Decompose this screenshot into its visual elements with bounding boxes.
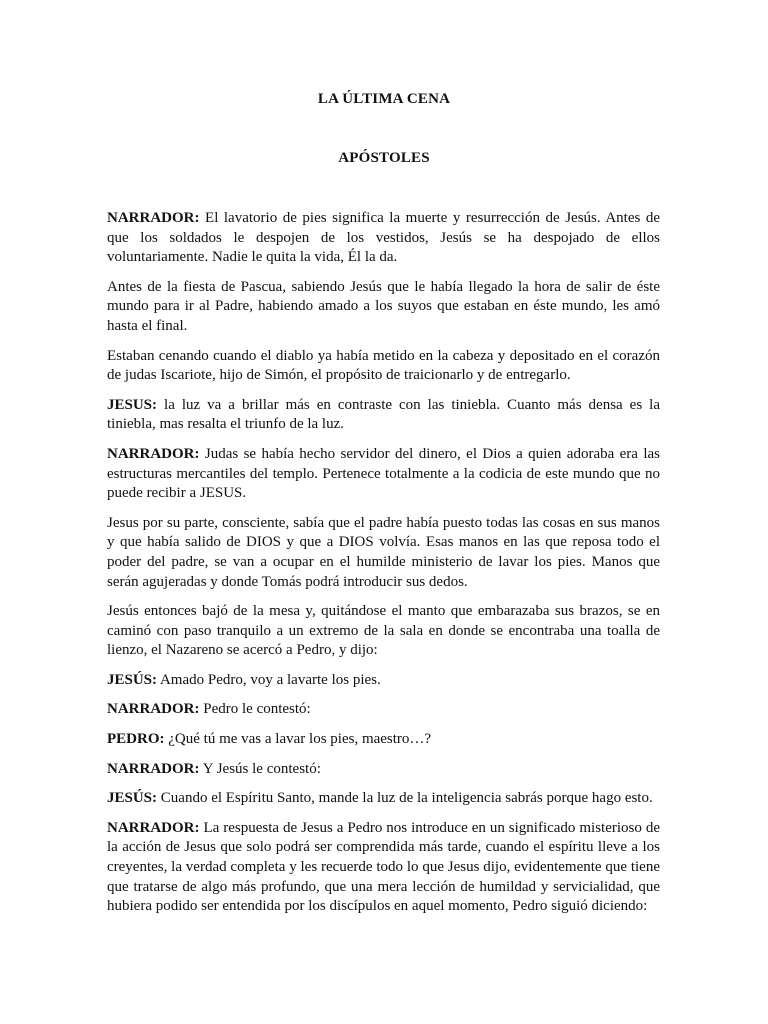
paragraph xyxy=(107,347,660,386)
paragraph-text: Pedro le contestó: xyxy=(199,701,311,718)
speaker-label: NARRADOR: xyxy=(107,760,200,777)
paragraph xyxy=(107,602,660,661)
speaker-label: PEDRO: xyxy=(107,731,165,748)
paragraph-text: Estaban cenando cuando el diablo ya había metido en la cabeza y depositado en el corazón de judas Iscariote, hijo de Simón, el propósito de traicionarlo y de entregarlo. xyxy=(107,347,660,384)
document-subtitle: APÓSTOLES xyxy=(338,150,430,166)
paragraph xyxy=(107,396,660,435)
paragraph-text: Cuando el Espíritu Santo, mande la luz de la inteligencia sabrás porque hago esto. xyxy=(157,790,653,807)
paragraph-text: El lavatorio de pies significa la muerte y resurrección de Jesús. Antes de que los soldados le despojen de los vestidos, Jesús se ha despojado de ellos voluntariamente. Nadie le quita la vida, Él la da. xyxy=(107,210,660,266)
paragraph-text: la luz va a brillar más en contraste con las tiniebla. Cuanto más densa es la tiniebla, mas resalta el triunfo de la luz. xyxy=(107,396,660,433)
speaker-label: JESÚS: xyxy=(107,790,158,807)
paragraph xyxy=(107,789,660,809)
paragraph xyxy=(107,819,660,917)
paragraph xyxy=(107,278,660,337)
paragraph xyxy=(107,209,660,268)
speaker-label: NARRADOR: xyxy=(107,819,200,836)
document-body xyxy=(107,209,660,927)
paragraph-text: ¿Qué tú me vas a lavar los pies, maestro…? xyxy=(164,731,432,748)
document-title: LA ÚLTIMA CENA xyxy=(317,91,451,107)
speaker-label: NARRADOR: xyxy=(107,210,200,226)
paragraph-text: Y Jesús le contestó: xyxy=(199,760,321,777)
paragraph xyxy=(107,730,660,750)
paragraph xyxy=(107,445,660,504)
paragraph xyxy=(107,514,660,592)
paragraph-text: La respuesta de Jesus a Pedro nos introduce en un significado misterioso de la acción de Jesus que solo podrá ser comprendida más tarde, cuando el espíritu lleve a los creyentes, la verdad completa y les recuerde todo lo que Jesus dijo, evidentemente que tiene que tratarse de algo más profundo, que una mera lección de humildad y servicialidad, que hubiera podido ser entendida por los discípulos en aquel momento, Pedro siguió diciendo: xyxy=(107,819,660,915)
paragraph-text: Jesús entonces bajó de la mesa y, quitándose el manto que embarazaba sus brazos, se en caminó con paso tranquilo a un extremo de la sala en donde se encontraba una toalla de lienzo, el Nazareno se acercó a Pedro, y dijo: xyxy=(107,603,660,659)
speaker-label: NARRADOR: xyxy=(107,445,200,462)
paragraph-text: Jesus por su parte, consciente, sabía que el padre había puesto todas las cosas en sus manos y que había salido de DIOS y que a DIOS volvía. Esas manos en las que reposa todo el poder del padre, se van a ocupar en el humilde ministerio de lavar los pies. Manos que serán agujeradas y donde Tomás podrá introducir sus dedos. xyxy=(107,514,660,590)
paragraph xyxy=(107,671,660,691)
speaker-label: NARRADOR: xyxy=(107,701,200,718)
paragraph xyxy=(107,700,660,720)
paragraph xyxy=(107,760,660,780)
paragraph-text: Amado Pedro, voy a lavarte los pies. xyxy=(157,671,381,688)
paragraph-text: Judas se había hecho servidor del dinero, el Dios a quien adoraba era las estructuras mercantiles del templo. Pertenece totalmente a la codicia de este mundo que no puede recibir a JESUS. xyxy=(107,445,660,502)
paragraph-text: Antes de la fiesta de Pascua, sabiendo Jesús que le había llegado la hora de salir de éste mundo para ir al Padre, habiendo amado a los suyos que estaban en éste mundo, les amó hasta el final. xyxy=(107,278,660,334)
speaker-label: JESUS: xyxy=(107,396,158,413)
speaker-label: JESÚS: xyxy=(107,671,158,688)
